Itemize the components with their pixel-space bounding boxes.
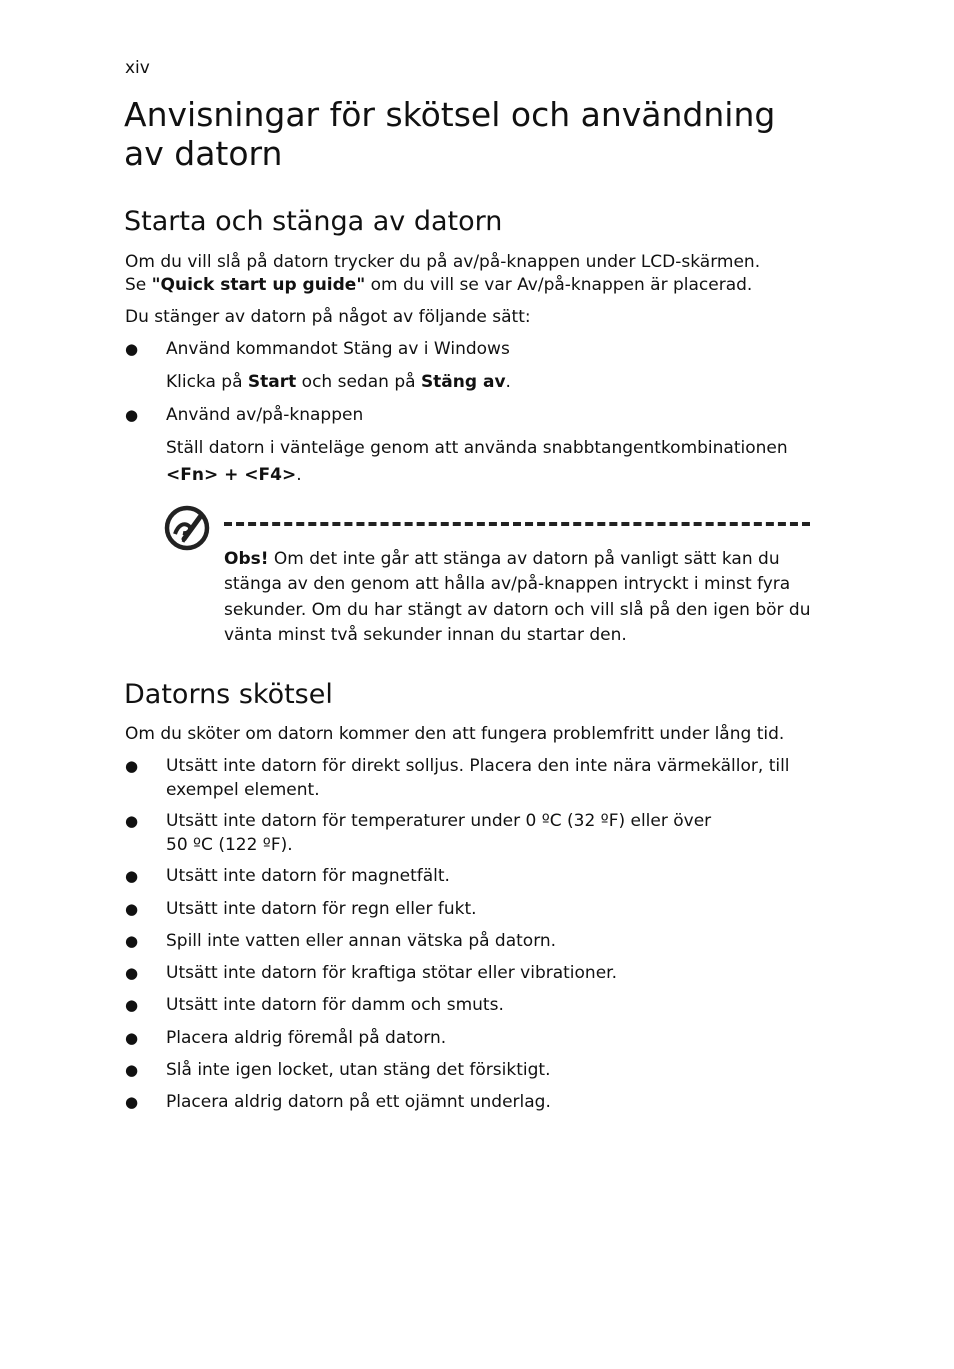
list-item: Utsätt inte datorn för temperaturer under 0 ºC (32 ºF) eller över (166, 811, 712, 831)
note-text (224, 547, 824, 648)
bullet-icon: ● (125, 406, 139, 424)
note-label: Obs! (224, 549, 269, 569)
guide-reference: "Quick start up guide" (151, 275, 366, 295)
ways-paragraph: Du stänger av datorn på något av följande sätt: (125, 307, 531, 327)
start-label: Start (247, 372, 297, 392)
text-segment: . (296, 465, 302, 485)
list-item: Slå inte igen locket, utan stäng det försiktigt. (166, 1060, 551, 1080)
bullet-icon: ● (125, 757, 139, 775)
bullet-icon: ● (125, 340, 139, 358)
note-divider (224, 522, 810, 526)
section-heading-start-stop: Starta och stänga av datorn (124, 206, 503, 237)
list-item-detail-line1: Ställ datorn i vänteläge genom att använda snabbtangentkombinationen (166, 438, 788, 458)
list-item: Utsätt inte datorn för regn eller fukt. (166, 899, 477, 919)
intro-paragraph-line1: Om du vill slå på datorn trycker du på av/på-knappen under LCD-skärmen. (125, 252, 761, 272)
text-segment: och sedan på (296, 372, 421, 392)
bullet-icon: ● (125, 900, 139, 918)
list-item: Utsätt inte datorn för magnetfält. (166, 866, 450, 886)
bullet-icon: ● (125, 996, 139, 1014)
list-item-label: Använd av/på-knappen (166, 405, 364, 425)
bullet-icon: ● (125, 932, 139, 950)
note-pen-icon (162, 503, 212, 553)
list-item-continued: 50 ºC (122 ºF). (166, 835, 293, 855)
page-number: xiv (125, 58, 150, 78)
bullet-icon: ● (125, 1029, 139, 1047)
list-item: Placera aldrig datorn på ett ojämnt underlag. (166, 1092, 551, 1112)
text-segment: Klicka på (166, 372, 248, 392)
section-heading-care: Datorns skötsel (124, 679, 333, 710)
bullet-icon: ● (125, 812, 139, 830)
page-title: Anvisningar för skötsel och användning av datorn (124, 95, 776, 173)
note-body: Om det inte går att stänga av datorn på vanligt sätt kan du stänga av den genom att hålla av/på-knappen intryckt i minst fyra sekunder. Om du har stängt av datorn och vill slå på den igen bör du vänta minst två sekunder innan du startar den. (224, 549, 811, 645)
list-item-label: Använd kommandot Stäng av i Windows (166, 339, 510, 359)
text-segment: Se (125, 275, 152, 295)
list-item: Utsätt inte datorn för direkt solljus. Placera den inte nära värmekällor, till (166, 756, 790, 776)
shutdown-label: Stäng av (420, 372, 506, 392)
list-item: Placera aldrig föremål på datorn. (166, 1028, 447, 1048)
list-item-detail-line2 (166, 464, 302, 487)
text-segment: . (505, 372, 511, 392)
list-item: Utsätt inte datorn för kraftiga stötar eller vibrationer. (166, 963, 617, 983)
list-item: Spill inte vatten eller annan vätska på datorn. (166, 931, 557, 951)
bullet-icon: ● (125, 1093, 139, 1111)
bullet-icon: ● (125, 964, 139, 982)
hotkey-label: <Fn> + <F4> (166, 465, 297, 485)
list-item-continued: exempel element. (166, 780, 320, 800)
bullet-icon: ● (125, 867, 139, 885)
text-segment: om du vill se var Av/på-knappen är placerad. (365, 275, 753, 295)
care-intro: Om du sköter om datorn kommer den att fungera problemfritt under lång tid. (125, 724, 785, 744)
bullet-icon: ● (125, 1061, 139, 1079)
list-item-detail (166, 371, 511, 394)
intro-paragraph-line2 (125, 274, 752, 297)
list-item: Utsätt inte datorn för damm och smuts. (166, 995, 504, 1015)
